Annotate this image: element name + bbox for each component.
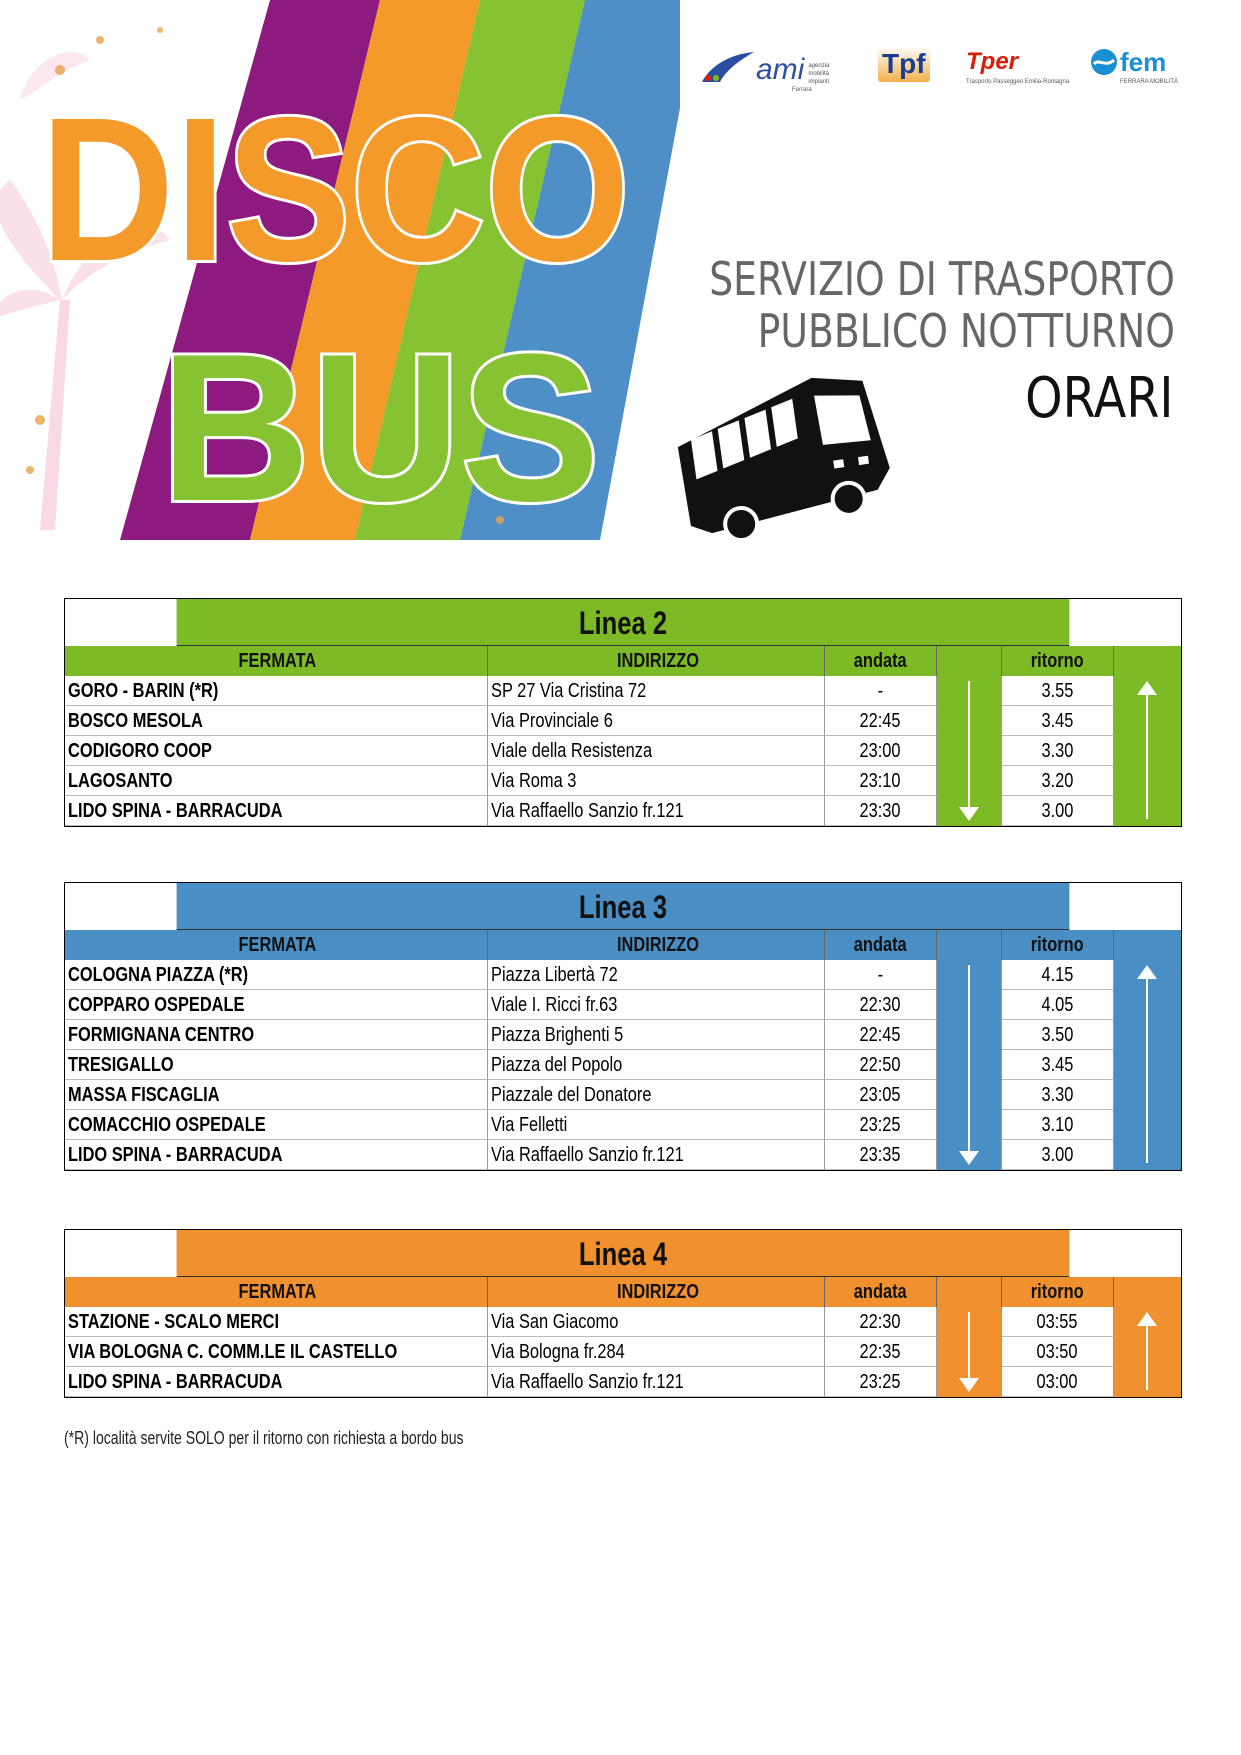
cell-indirizzo: [488, 1337, 825, 1367]
cell-andata: [825, 706, 937, 736]
timetable-title: Linea 2: [177, 599, 1070, 646]
cell-fermata: [65, 766, 488, 796]
cell-indirizzo: [488, 990, 825, 1020]
cell-indirizzo-text: Viale I. Ricci fr.63: [491, 994, 618, 1016]
table-row: [65, 1367, 1181, 1397]
cell-ritorno-text: 3.55: [1041, 680, 1074, 702]
cell-andata-text: 23:35: [859, 1144, 902, 1166]
logo-fem: [1090, 46, 1178, 106]
cell-indirizzo-text: Via Bologna fr.284: [491, 1341, 625, 1363]
table-row: [65, 990, 1181, 1020]
tpf-logo-text: Tpf: [878, 46, 930, 82]
fem-logo-sub: FERRARA MOBILITÀ: [1120, 79, 1179, 85]
down-arrow-icon: [954, 1306, 984, 1396]
cell-andata-text: 22:30: [859, 1311, 902, 1333]
cell-andata: [825, 1140, 937, 1170]
table-row: [65, 1050, 1181, 1080]
subtitle-orari: ORARI: [1024, 366, 1173, 431]
cell-andata: [825, 676, 937, 706]
disco-bus-hero: [0, 0, 680, 540]
cell-fermata-text: MASSA FISCAGLIA: [68, 1084, 220, 1106]
cell-andata-text: 23:00: [859, 740, 902, 762]
timetable-3: [64, 882, 1182, 1171]
cell-ritorno: [1002, 1050, 1114, 1080]
cell-indirizzo-text: Via Raffaello Sanzio fr.121: [491, 800, 684, 822]
cell-indirizzo-text: Via Raffaello Sanzio fr.121: [491, 1371, 684, 1393]
cell-ritorno: [1002, 990, 1114, 1020]
arrow-column-header: [1114, 930, 1181, 960]
down-arrow-icon: [954, 675, 984, 825]
cell-andata: [825, 1307, 937, 1337]
table-row: [65, 706, 1181, 736]
cell-indirizzo: [488, 960, 825, 990]
cell-ritorno: [1002, 960, 1114, 990]
cell-fermata-text: COLOGNA PIAZZA (*R): [68, 964, 249, 986]
cell-ritorno-text: 3.45: [1041, 1054, 1074, 1076]
table-row: [65, 960, 1181, 990]
column-header-label: ritorno: [1031, 934, 1084, 956]
cell-ritorno: [1002, 1110, 1114, 1140]
cell-fermata: [65, 960, 488, 990]
cell-ritorno-text: 03:55: [1036, 1311, 1079, 1333]
table-row: [65, 1080, 1181, 1110]
cell-andata: [825, 1080, 937, 1110]
cell-indirizzo: [488, 796, 825, 826]
cell-fermata-text: COMACCHIO OSPEDALE: [68, 1114, 266, 1136]
cell-indirizzo: [488, 1050, 825, 1080]
cell-fermata-text: BOSCO MESOLA: [68, 710, 203, 732]
cell-ritorno-text: 3.30: [1041, 740, 1074, 762]
cell-ritorno: [1002, 1337, 1114, 1367]
cell-indirizzo: [488, 1140, 825, 1170]
cell-andata: [825, 960, 937, 990]
ami-logo-text: ami: [756, 53, 805, 86]
column-header-indirizzo: [488, 646, 825, 676]
table-row: [65, 1110, 1181, 1140]
cell-andata: [825, 1050, 937, 1080]
column-header-label: andata: [854, 934, 907, 956]
cell-ritorno: [1002, 796, 1114, 826]
timetable-header-row: [65, 1277, 1181, 1307]
cell-ritorno: [1002, 1307, 1114, 1337]
column-header-label: INDIRIZZO: [616, 1281, 699, 1303]
title-bus: BUS: [160, 310, 600, 540]
cell-indirizzo-text: Piazza del Popolo: [491, 1054, 623, 1076]
cell-fermata: [65, 706, 488, 736]
cell-ritorno: [1002, 1020, 1114, 1050]
cell-ritorno-text: 4.15: [1041, 964, 1074, 986]
subtitle-line1: SERVIZIO DI TRASPORTO: [709, 252, 1175, 306]
fem-logo-text: fem: [1120, 47, 1167, 77]
arrow-column-header: [1114, 1277, 1181, 1307]
logo-tper: [966, 46, 1069, 106]
cell-fermata-text: CODIGORO COOP: [68, 740, 212, 762]
logo-tpf: [878, 46, 930, 106]
column-header-indirizzo: [488, 1277, 825, 1307]
cell-indirizzo: [488, 1020, 825, 1050]
cell-andata: [825, 1337, 937, 1367]
cell-fermata: [65, 796, 488, 826]
up-arrow-icon: [1132, 675, 1162, 825]
cell-fermata: [65, 676, 488, 706]
column-header-ritorno: [1002, 646, 1114, 676]
logo-ami: [700, 46, 844, 106]
column-header-label: FERMATA: [238, 1281, 317, 1303]
cell-indirizzo: [488, 706, 825, 736]
arrow-column-header: [937, 1277, 1002, 1307]
cell-indirizzo: [488, 1307, 825, 1337]
cell-indirizzo: [488, 1367, 825, 1397]
cell-andata-text: -: [877, 964, 884, 986]
cell-andata-text: 22:30: [859, 994, 902, 1016]
cell-indirizzo-text: Via Raffaello Sanzio fr.121: [491, 1144, 684, 1166]
cell-indirizzo: [488, 1110, 825, 1140]
column-header-label: FERMATA: [238, 934, 317, 956]
cell-ritorno-text: 3.20: [1041, 770, 1074, 792]
cell-andata: [825, 1110, 937, 1140]
column-header-label: FERMATA: [238, 650, 317, 672]
cell-ritorno-text: 3.00: [1041, 1144, 1074, 1166]
timetable-4: [64, 1229, 1182, 1398]
ami-logo-city: Ferrara: [792, 87, 812, 93]
ami-logo-sub: agenzia mobilità impianti: [808, 63, 830, 85]
cell-fermata: [65, 736, 488, 766]
column-header-label: INDIRIZZO: [616, 650, 699, 672]
table-row: [65, 736, 1181, 766]
table-row: [65, 1140, 1181, 1170]
cell-andata-text: 22:45: [859, 1024, 902, 1046]
column-header-label: INDIRIZZO: [616, 934, 699, 956]
column-header-fermata: [65, 646, 488, 676]
cell-indirizzo: [488, 676, 825, 706]
cell-fermata-text: LAGOSANTO: [68, 770, 173, 792]
table-row: [65, 676, 1181, 706]
cell-indirizzo-text: Piazza Brighenti 5: [491, 1024, 624, 1046]
cell-fermata-text: COPPARO OSPEDALE: [68, 994, 245, 1016]
cell-ritorno: [1002, 1367, 1114, 1397]
cell-ritorno-text: 3.30: [1041, 1084, 1074, 1106]
column-header-label: andata: [854, 650, 907, 672]
fem-wave-icon: [1090, 48, 1118, 76]
cell-ritorno-text: 03:00: [1036, 1371, 1079, 1393]
cell-fermata: [65, 1307, 488, 1337]
cell-indirizzo-text: Via San Giacomo: [491, 1311, 619, 1333]
cell-fermata-text: STAZIONE - SCALO MERCI: [68, 1311, 280, 1333]
cell-ritorno-text: 3.10: [1041, 1114, 1074, 1136]
cell-indirizzo-text: Piazzale del Donatore: [491, 1084, 652, 1106]
column-header-andata: [825, 1277, 937, 1307]
cell-ritorno: [1002, 1080, 1114, 1110]
cell-ritorno-text: 3.00: [1041, 800, 1074, 822]
cell-ritorno-text: 4.05: [1041, 994, 1074, 1016]
timetable-title: Linea 4: [177, 1230, 1070, 1277]
column-header-label: andata: [854, 1281, 907, 1303]
arrow-column-header: [937, 646, 1002, 676]
column-header-fermata: [65, 1277, 488, 1307]
bus-icon: [672, 372, 902, 538]
cell-ritorno-text: 3.50: [1041, 1024, 1074, 1046]
footnote: (*R) località servite SOLO per il ritorno con richiesta a bordo bus: [64, 1428, 464, 1448]
cell-fermata-text: LIDO SPINA - BARRACUDA: [68, 1144, 283, 1166]
cell-andata-text: 22:50: [859, 1054, 902, 1076]
cell-fermata-text: LIDO SPINA - BARRACUDA: [68, 800, 283, 822]
timetable-header-row: [65, 930, 1181, 960]
arrow-column-header: [937, 930, 1002, 960]
cell-fermata: [65, 1337, 488, 1367]
column-header-andata: [825, 930, 937, 960]
cell-indirizzo-text: SP 27 Via Cristina 72: [491, 680, 647, 702]
cell-andata: [825, 1020, 937, 1050]
column-header-ritorno: [1002, 1277, 1114, 1307]
table-row: [65, 1020, 1181, 1050]
cell-fermata: [65, 1140, 488, 1170]
cell-indirizzo-text: Via Felletti: [491, 1114, 568, 1136]
title-disco: DISCO: [40, 75, 630, 304]
cell-fermata-text: FORMIGNANA CENTRO: [68, 1024, 255, 1046]
down-arrow-icon: [954, 959, 984, 1169]
cell-andata-text: 23:30: [859, 800, 902, 822]
cell-indirizzo-text: Piazza Libertà 72: [491, 964, 618, 986]
column-header-ritorno: [1002, 930, 1114, 960]
table-row: [65, 1337, 1181, 1367]
column-header-indirizzo: [488, 930, 825, 960]
cell-ritorno: [1002, 676, 1114, 706]
cell-andata: [825, 736, 937, 766]
cell-andata: [825, 796, 937, 826]
cell-indirizzo: [488, 766, 825, 796]
cell-ritorno: [1002, 1140, 1114, 1170]
cell-ritorno-text: 03:50: [1036, 1341, 1079, 1363]
cell-andata-text: 23:25: [859, 1114, 902, 1136]
tper-logo-text: Tper: [966, 48, 1019, 75]
cell-andata: [825, 766, 937, 796]
up-arrow-icon: [1132, 1306, 1162, 1396]
cell-fermata-text: VIA BOLOGNA C. COMM.LE IL CASTELLO: [68, 1341, 398, 1363]
cell-ritorno: [1002, 706, 1114, 736]
subtitle-line2: PUBBLICO NOTTURNO: [757, 304, 1175, 358]
cell-fermata-text: GORO - BARIN (*R): [68, 680, 219, 702]
cell-fermata: [65, 1080, 488, 1110]
tper-logo-sub: Trasporto Passeggeri Emilia-Romagna: [966, 79, 1070, 85]
cell-fermata: [65, 1050, 488, 1080]
timetable-header-row: [65, 646, 1181, 676]
cell-indirizzo-text: Viale della Resistenza: [491, 740, 653, 762]
timetable-title: Linea 3: [177, 883, 1070, 930]
table-row: [65, 1307, 1181, 1337]
cell-fermata-text: LIDO SPINA - BARRACUDA: [68, 1371, 283, 1393]
table-row: [65, 796, 1181, 826]
cell-indirizzo-text: Via Roma 3: [491, 770, 577, 792]
cell-andata-text: 23:10: [859, 770, 902, 792]
cell-andata-text: 23:05: [859, 1084, 902, 1106]
up-arrow-icon: [1132, 959, 1162, 1169]
cell-indirizzo-text: Via Provinciale 6: [491, 710, 613, 732]
cell-ritorno: [1002, 736, 1114, 766]
cell-fermata: [65, 990, 488, 1020]
cell-indirizzo: [488, 1080, 825, 1110]
cell-andata-text: 23:25: [859, 1371, 902, 1393]
timetable-2: [64, 598, 1182, 827]
arrow-column-header: [1114, 646, 1181, 676]
cell-ritorno-text: 3.45: [1041, 710, 1074, 732]
column-header-label: ritorno: [1031, 1281, 1084, 1303]
cell-ritorno: [1002, 766, 1114, 796]
column-header-andata: [825, 646, 937, 676]
column-header-label: ritorno: [1031, 650, 1084, 672]
column-header-fermata: [65, 930, 488, 960]
cell-andata-text: -: [877, 680, 884, 702]
cell-fermata-text: TRESIGALLO: [68, 1054, 174, 1076]
cell-andata-text: 22:35: [859, 1341, 902, 1363]
table-row: [65, 766, 1181, 796]
cell-fermata: [65, 1020, 488, 1050]
cell-fermata: [65, 1110, 488, 1140]
cell-fermata: [65, 1367, 488, 1397]
cell-andata: [825, 1367, 937, 1397]
ami-swoosh-icon: [700, 46, 756, 86]
cell-andata-text: 22:45: [859, 710, 902, 732]
cell-indirizzo: [488, 736, 825, 766]
cell-andata: [825, 990, 937, 1020]
